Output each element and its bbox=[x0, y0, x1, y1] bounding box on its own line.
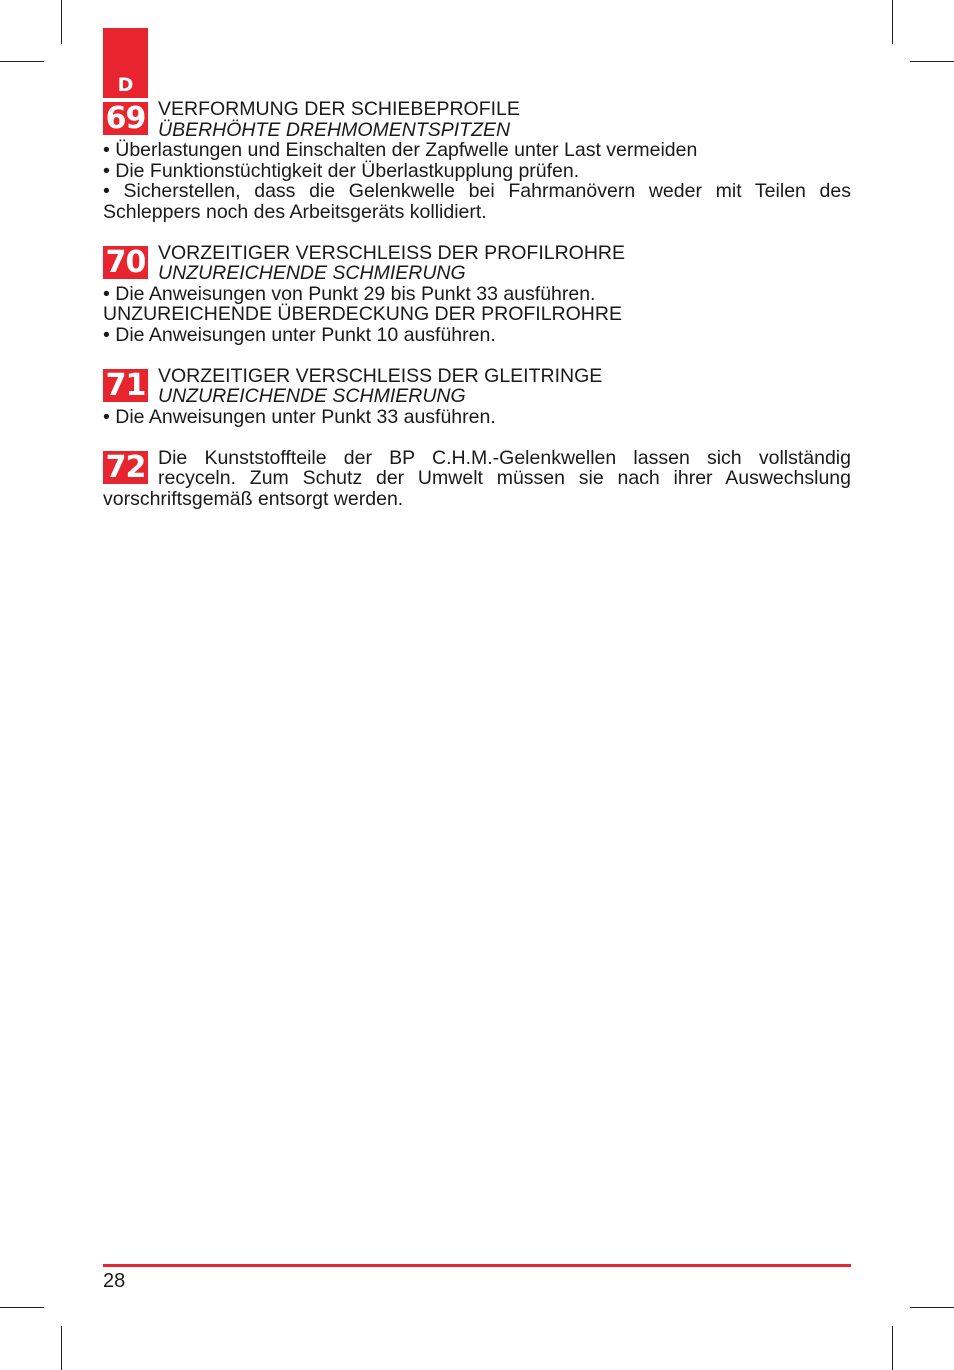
crop-mark bbox=[892, 0, 893, 44]
section-title: VORZEITIGER VERSCHLEISS DER GLEITRINGE bbox=[158, 364, 603, 387]
list-item: • Die Anweisungen unter Punkt 10 ausführen. bbox=[103, 323, 496, 346]
page-content bbox=[103, 99, 851, 509]
language-tab bbox=[103, 28, 148, 98]
crop-mark bbox=[0, 61, 44, 62]
section-paragraph: Die Kunststoffteile der BP C.H.M.-Gelenkwellen lassen sich vollständig recyceln. Zum Schutz der Umwelt müssen sie nach ihrer Auswechslung vorschriftsgemäß entsorgt werden. bbox=[103, 446, 851, 510]
section-71 bbox=[103, 366, 851, 428]
section-number-badge: 70 bbox=[103, 246, 148, 279]
page-number: 28 bbox=[103, 1270, 126, 1292]
crop-mark bbox=[61, 1326, 62, 1370]
crop-mark bbox=[910, 61, 954, 62]
section-subtitle: UNZUREICHENDE SCHMIERUNG bbox=[158, 385, 466, 407]
crop-mark bbox=[910, 1307, 954, 1308]
section-number-badge: 72 bbox=[103, 451, 148, 484]
section-title: VORZEITIGER VERSCHLEISS DER PROFILROHRE bbox=[158, 241, 626, 264]
section-number-badge: 69 bbox=[103, 102, 148, 135]
section-title: VERFORMUNG DER SCHIEBEPROFILE bbox=[158, 98, 520, 120]
section-subtitle: ÜBERHÖHTE DREHMOMENTSPITZEN bbox=[158, 118, 511, 141]
footer-rule bbox=[103, 1264, 851, 1267]
section-subtitle: UNZUREICHENDE SCHMIERUNG bbox=[158, 262, 466, 284]
section-number-badge: 71 bbox=[103, 369, 148, 402]
list-item: • Sicherstellen, dass die Gelenkwelle bei Fahrmanövern weder mit Teilen des Schleppers noch des Arbeitsgeräts kollidiert. bbox=[103, 180, 851, 223]
section-subheading: UNZUREICHENDE ÜBERDECKUNG DER PROFILROHRE bbox=[103, 303, 622, 325]
crop-mark bbox=[0, 1307, 44, 1308]
language-tab-label: D bbox=[117, 74, 134, 96]
list-item: • Überlastungen und Einschalten der Zapfwelle unter Last vermeiden bbox=[103, 139, 698, 161]
section-70 bbox=[103, 243, 851, 346]
crop-mark bbox=[61, 0, 62, 44]
section-69 bbox=[103, 99, 851, 222]
list-item: • Die Anweisungen von Punkt 29 bis Punkt 33 ausführen. bbox=[103, 282, 596, 305]
crop-mark bbox=[892, 1326, 893, 1370]
list-item: • Die Anweisungen unter Punkt 33 ausführen. bbox=[103, 405, 496, 428]
section-72 bbox=[103, 448, 851, 510]
list-item: • Die Funktionstüchtigkeit der Überlastkupplung prüfen. bbox=[103, 159, 580, 182]
